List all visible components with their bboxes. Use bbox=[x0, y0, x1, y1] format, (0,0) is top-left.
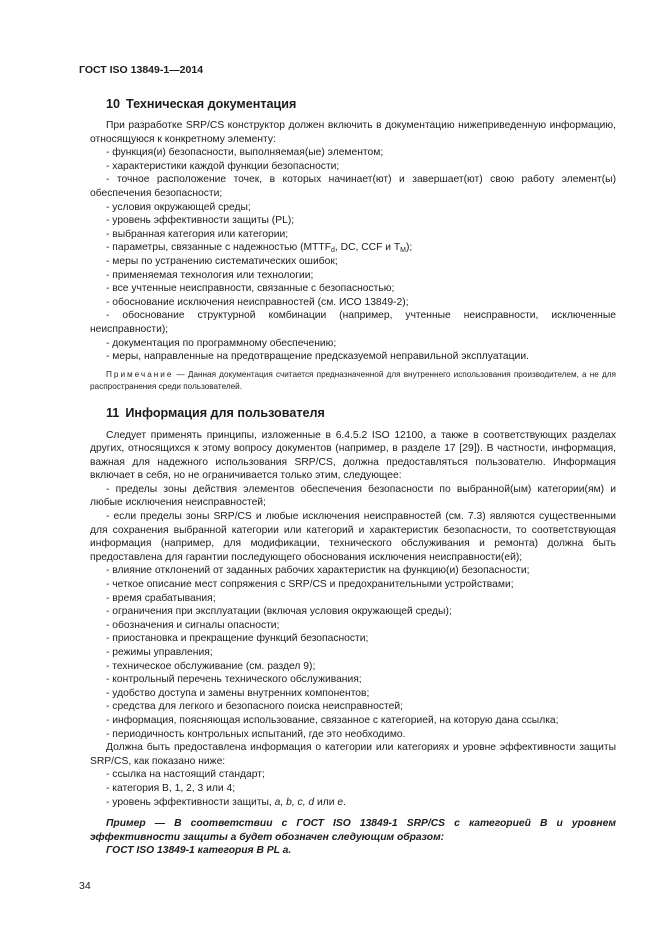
list-item: - применяемая технология или технологии; bbox=[106, 269, 314, 281]
page-number: 34 bbox=[79, 880, 91, 892]
subscript: M bbox=[400, 247, 406, 255]
document-header: ГОСТ ISO 13849-1—2014 bbox=[79, 64, 204, 76]
example-block bbox=[90, 817, 616, 858]
example-designation: ГОСТ ISO 13849-1 категория B PL a. bbox=[106, 845, 292, 857]
page-content bbox=[90, 96, 616, 858]
list-item: - влияние отклонений от заданных рабочих характеристик на функцию(и) безопасности; bbox=[106, 565, 530, 577]
list-item: - пределы зоны действия элементов обеспечения безопасности по выбранной(ым) категории(ям) и любые исключения неисправностей; bbox=[90, 483, 616, 509]
list-item: - информация, поясняющая использование, связанное с категорией, на которую дана ссылка; bbox=[106, 714, 559, 726]
list-item: - все учтенные неисправности, связанные с безопасностью; bbox=[106, 283, 395, 295]
list-item: - ссылка на настоящий стандарт; bbox=[106, 769, 265, 781]
section-11 bbox=[90, 405, 616, 858]
list-item: - четкое описание мест сопряжения с SRP/CS и предохранительными устройствами; bbox=[106, 579, 514, 591]
pl-text: . bbox=[343, 796, 346, 808]
list-item: - удобство доступа и замены внутренних компонентов; bbox=[106, 687, 370, 699]
list-item: - уровень эффективности защиты (PL); bbox=[106, 215, 295, 227]
list-item: - выбранная категория или категории; bbox=[106, 228, 289, 240]
section-title: Техническая документация bbox=[126, 97, 297, 111]
section-number: 10 bbox=[106, 97, 121, 111]
note-label: Примечание bbox=[106, 369, 174, 379]
note-text: — Данная документация считается предназначенной для внутреннего использования производителем, а не для распространения среди пользователей. bbox=[90, 369, 616, 392]
list-item: - техническое обслуживание (см. раздел 9); bbox=[106, 660, 316, 672]
pl-text: или bbox=[314, 796, 338, 808]
list-item: - контрольный перечень технического обслуживания; bbox=[106, 674, 362, 686]
section-11-intro: Следует применять принципы, изложенные в 6.4.5.2 ISO 12100, а также в соответствующих разделах других, относящихся к этому вопросу документов (например, в разделе 17 [29]). В частности, информация, важная для надежного использования SRP/CS, должна предоставляться пользователю. Информация включает в себя, но не ограничивается только этим, следующее: bbox=[90, 429, 616, 482]
list-item: - обоснование структурной комбинации (например, учтенные неисправности, исключенные неисправности); bbox=[90, 310, 616, 335]
list-item: - если пределы зоны SRP/CS и любые исключения неисправностей (см. 7.3) являются существенными для сохранения выбранной категории или категорий и характеристик безопасности, то соответствующая информация (например, для модификации, технического обслуживания и ремонта) должна быть предоставлена для гарантии последующего обоснования исключения неисправности(ей); bbox=[90, 511, 616, 563]
pl-levels: a, b, c, d bbox=[274, 796, 315, 808]
list-item: - условия окружающей среды; bbox=[106, 201, 251, 213]
list-item: - приостановка и прекращение функций безопасности; bbox=[106, 633, 369, 645]
section-10-heading bbox=[90, 96, 616, 112]
subscript: d bbox=[331, 247, 335, 255]
list-item: - периодичность контрольных испытаний, где это необходимо. bbox=[106, 728, 406, 740]
section-11-heading bbox=[90, 405, 616, 421]
list-item: - обозначения и сигналы опасности; bbox=[106, 619, 280, 631]
pl-text: - уровень эффективности защиты, bbox=[106, 796, 275, 808]
list-item: - меры, направленные на предотвращение предсказуемой неправильной эксплуатации. bbox=[106, 351, 529, 363]
list-item: - характеристики каждой функции безопасности; bbox=[106, 160, 340, 172]
section-10 bbox=[90, 96, 616, 394]
list-item: - категория B, 1, 2, 3 или 4; bbox=[106, 782, 236, 794]
section-title: Информация для пользователя bbox=[125, 405, 325, 420]
section-10-intro: При разработке SRP/CS конструктор должен включить в документацию нижеприведенную информацию, относящуюся к конкретному элементу: bbox=[90, 120, 616, 145]
param-text: ); bbox=[406, 242, 413, 254]
param-text: , DC, CCF и T bbox=[334, 242, 401, 254]
pl-level-e: e bbox=[337, 796, 344, 808]
list-item: - режимы управления; bbox=[106, 647, 213, 658]
note bbox=[90, 369, 616, 394]
param-text: - параметры, связанные с надежностью (MTTF bbox=[106, 242, 331, 254]
section-number: 11 bbox=[106, 405, 120, 420]
list-item-reliability-params bbox=[90, 241, 616, 255]
example-text: Пример — В соответствии с ГОСТ ISO 13849-1 SRP/CS с категорией B и уровнем эффективности защиты a будет обозначен следующим образом: bbox=[90, 818, 616, 843]
list-item: - обоснование исключения неисправностей (см. ИСО 13849-2); bbox=[106, 296, 409, 308]
list-item: - документация по программному обеспечению; bbox=[106, 337, 337, 349]
list-item-pl-levels bbox=[90, 796, 616, 810]
provide-info-paragraph: Должна быть предоставлена информация о категории или категориях и уровне эффективности защиты SRP/CS, как показано ниже: bbox=[90, 742, 616, 767]
list-item: - средства для легкого и безопасного поиска неисправностей; bbox=[106, 701, 403, 713]
list-item: - функция(и) безопасности, выполняемая(ые) элементом; bbox=[106, 147, 384, 159]
list-item: - меры по устранению систематических ошибок; bbox=[106, 255, 338, 267]
list-item: - время срабатывания; bbox=[106, 592, 216, 604]
list-item: - ограничения при эксплуатации (включая условия окружающей среды); bbox=[106, 606, 452, 618]
list-item: - точное расположение точек, в которых начинает(ют) и завершает(ют) свою работу элемент(ы) обеспечения безопасности; bbox=[90, 174, 616, 199]
